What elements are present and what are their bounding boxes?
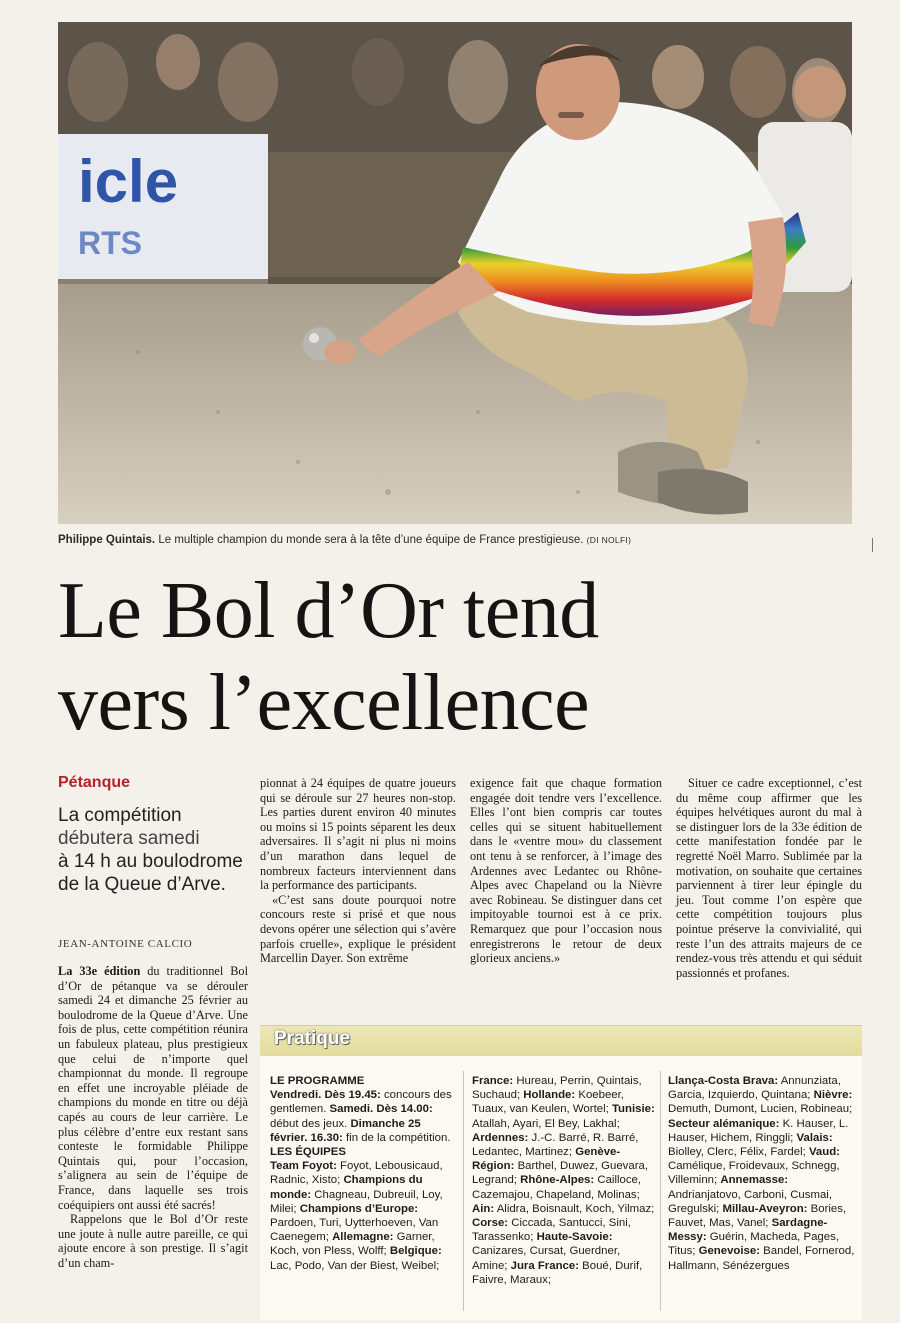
team-players: Lac, Podo, Van der Biest, Weibel; xyxy=(270,1259,440,1272)
team-players: Bandel, Fornerod, Hallmann, Sénézergues xyxy=(668,1245,855,1272)
team-name: Rhône-Alpes: xyxy=(520,1174,595,1187)
caption-text: Le multiple champion du monde sera à la tête d’une équipe de France prestigieuse. xyxy=(158,534,584,546)
programme-day: Dimanche 25 février. 16.30: xyxy=(270,1117,421,1144)
photo-caption xyxy=(58,534,858,546)
deck-line: à 14 h au boulodrome xyxy=(58,851,243,872)
team-players: Guérin, Macheda, Pages, Titus; xyxy=(668,1231,839,1258)
teams-column-2 xyxy=(472,1074,656,1287)
article-photo xyxy=(58,22,852,524)
article-paragraph: Rappelons que le Bol d’Or reste une joute à nulle autre pareille, ce qui ajoute encore à son prestige. Il s’agit d’un cham- xyxy=(58,1212,248,1270)
article-column-1 xyxy=(58,964,248,1270)
team-name: Nièvre: xyxy=(813,1089,853,1102)
team-name: Team Foyot: xyxy=(270,1160,337,1173)
team-name: Ain: xyxy=(472,1202,495,1215)
headline xyxy=(58,565,878,749)
byline: JEAN-ANTOINE CALCIO xyxy=(58,938,193,950)
teams-list xyxy=(668,1074,856,1273)
team-name: Llança-Costa Brava: xyxy=(668,1075,779,1087)
team-players: J.-C. Barré, R. Barré, Ledantec, Martinez; xyxy=(472,1131,639,1159)
deck-line: La compétition xyxy=(58,805,182,826)
paragraph-text: du traditionnel Bol d’Or de pétanque va se dérouler samedi 24 et dimanche 25 février au boulodrome de la Queue d’Arve. Une fois de plus, cette compétition réunira un fabuleux plateau, plus prestigieux que celui de n’importe quel championnat du monde. Il regroupe en effet une incroyable pléiade de champions du monde en titre ou déjà capés au cours de leur carrière. Le plus célèbre d’entre eux restant sans conteste le formidable Philippe Quintais qui, pour l’occasion, s’alignera au sein de l’équipe de France, dans laquelle ses trois coéquipiers ont aussi été sacrés! xyxy=(58,964,248,1212)
caption-name: Philippe Quintais. xyxy=(58,534,156,546)
team-players: Chagneau, Dubreuil, Loy, Milei; xyxy=(270,1188,443,1215)
team-players: Annunziata, Garcia, Izquierdo, Quintana; xyxy=(668,1075,841,1102)
team-name: Champions du monde: xyxy=(270,1174,423,1201)
team-name: Champions d’Europe: xyxy=(299,1202,419,1215)
programme-detail: début des jeux. xyxy=(270,1117,348,1130)
article-column-2 xyxy=(260,776,456,966)
pratique-title: Pratique xyxy=(274,1028,351,1049)
team-name: Sardagne-Messy: xyxy=(668,1217,828,1244)
column-divider xyxy=(660,1071,661,1311)
headline-line-2: vers l’excellence xyxy=(58,659,590,747)
team-players: Andrianjatovo, Carboni, Cusmai, Gregulski; xyxy=(668,1188,832,1215)
team-players: Camélique, Froidevaux, Schnegg, Villeminn; xyxy=(668,1160,840,1187)
team-players: Koebeer, Tuaux, van Keulen, Wortel; xyxy=(472,1089,624,1116)
team-name: Allemagne: xyxy=(332,1231,394,1244)
deck-line: débutera samedi xyxy=(58,828,200,849)
article-paragraph: Situer ce cadre exceptionnel, c’est du même coup affirmer que les équipes helvétiques auront du mal à se distinguer lors de la 33e édition de cette manifestation fondée par le regretté Noël Marro. Sublimée par la motivation, on souhaite que certaines parviennent à tirer leur épingle du jeu. Tout comme l’on espère que cette compétition toujours plus pointue préserve la convivialité, qui reste l’un des attraits majeurs de ce rendez-vous très attendu et qui séduit passionnés et profanes. xyxy=(676,776,862,980)
team-players: Ciccada, Santucci, Sini, Tarassenko; xyxy=(472,1217,631,1244)
article-column-4 xyxy=(676,776,862,980)
team-name: Haute-Savoie: xyxy=(536,1231,613,1244)
programme-heading: LE PROGRAMME xyxy=(270,1075,365,1087)
team-players: Demuth, Dumont, Lucien, Robineau; xyxy=(668,1103,853,1116)
programme-detail: concours des gentlemen. xyxy=(270,1089,452,1116)
article-paragraph xyxy=(58,964,248,1212)
team-players: Garner, Koch, von Pless, Wolff; xyxy=(270,1231,435,1258)
team-players: Pardoen, Turi, Uytterhoeven, Van Caenegem; xyxy=(270,1217,439,1244)
banner-text: icle xyxy=(78,148,179,215)
team-name: Vaud: xyxy=(808,1146,840,1159)
team-name: Genève-Région: xyxy=(472,1146,621,1173)
team-players: Cailloce, Cazemajou, Chapeland, Molinas; xyxy=(472,1174,642,1201)
teams-heading: LES ÉQUIPES xyxy=(270,1146,346,1159)
programme-column xyxy=(270,1074,460,1273)
team-players: Alidra, Boisnault, Koch, Yilmaz; xyxy=(494,1202,655,1215)
pratique-header xyxy=(260,1026,862,1056)
teams-list xyxy=(270,1159,460,1273)
team-players: Canizares, Cursat, Guerdner, Amine; xyxy=(472,1245,621,1272)
team-players: Foyot, Lebousicaud, Radnic, Xisto; xyxy=(270,1160,443,1187)
team-name: Belgique: xyxy=(389,1245,442,1258)
team-name: France: xyxy=(472,1075,514,1087)
lead-in: La 33e édition xyxy=(58,964,141,978)
programme-detail: fin de la compétition. xyxy=(346,1131,451,1144)
team-name: Valais: xyxy=(796,1131,833,1144)
article-paragraph: pionnat à 24 équipes de quatre joueurs qui se déroule sur 27 heures non-stop. Les parties durent environ 40 minutes ou moins si 15 points séparent les deux adversaires. Il s’agit ni plus ni moins d’un marathon dans lequel de nombreux facteurs interviennent dans la performance des participants. xyxy=(260,776,456,893)
programme-day: Vendredi. Dès 19.45: xyxy=(270,1089,381,1102)
subheadline xyxy=(58,804,258,896)
team-name: Corse: xyxy=(472,1217,509,1230)
team-name: Jura France: xyxy=(510,1259,579,1272)
deck-line: de la Queue d’Arve. xyxy=(58,874,226,895)
team-name: Genevoise: xyxy=(698,1245,761,1258)
team-players: Bories, Fauvet, Mas, Vanel; xyxy=(668,1202,847,1230)
margin-mark xyxy=(872,538,873,552)
team-players: Boué, Durif, Faivre, Maraux; xyxy=(472,1259,643,1286)
programme-day: Samedi. Dès 14.00: xyxy=(329,1103,433,1116)
team-players: Barthel, Duwez, Guevara, Legrand; xyxy=(472,1160,648,1187)
teams-column-3 xyxy=(668,1074,856,1273)
team-players: Atallah, Ayari, El Bey, Lakhal; xyxy=(472,1117,620,1130)
article-paragraph: «C’est sans doute pourquoi notre concours reste si prisé et que nous devons opérer une sélection qui s’avère parfois cruelle», explique le président Marcellin Dayer. Son extrême xyxy=(260,892,456,966)
pratique-box xyxy=(260,1025,862,1320)
team-players: Hureau, Perrin, Quintais, Suchaud; xyxy=(472,1075,642,1102)
programme-text xyxy=(270,1088,460,1145)
svg-text:RTS: RTS xyxy=(78,225,142,261)
team-players: Biolley, Clerc, Félix, Fardel; xyxy=(668,1146,809,1159)
team-name: Secteur alémanique: xyxy=(668,1117,780,1130)
section-kicker: Pétanque xyxy=(58,774,131,791)
headline-line-1: Le Bol d’Or tend xyxy=(58,567,599,655)
team-name: Annemasse: xyxy=(720,1174,789,1187)
petanque-player-illustration xyxy=(58,22,852,524)
team-players: K. Hauser, L. Hauser, Hichem, Ringgli; xyxy=(668,1117,849,1144)
article-column-3 xyxy=(470,776,662,966)
article-paragraph: exigence fait que chaque formation engagée doit tendre vers l’excellence. Elles l’ont bien compris car toutes celles qui se situent habituellement dans le «ventre mou» du classement ont tenu à se renforcer, à l’image des Ardennes avec Ledantec ou Rhône-Alpes avec Chapeland ou la Nièvre avec Robineau. Se distinguer dans cet impitoyable tournoi est à ce prix. Remarquez que pour l’occasion nous enregistrerons le retour de deux glorieux anciens.» xyxy=(470,776,662,966)
team-name: Hollande: xyxy=(523,1089,576,1102)
team-name: Millau-Aveyron: xyxy=(722,1202,808,1215)
column-divider xyxy=(463,1071,464,1311)
photo-credit: (DI NOLFI) xyxy=(586,535,632,545)
teams-list xyxy=(472,1074,656,1287)
team-name: Ardennes: xyxy=(472,1131,529,1144)
team-name: Tunisie: xyxy=(611,1103,655,1116)
